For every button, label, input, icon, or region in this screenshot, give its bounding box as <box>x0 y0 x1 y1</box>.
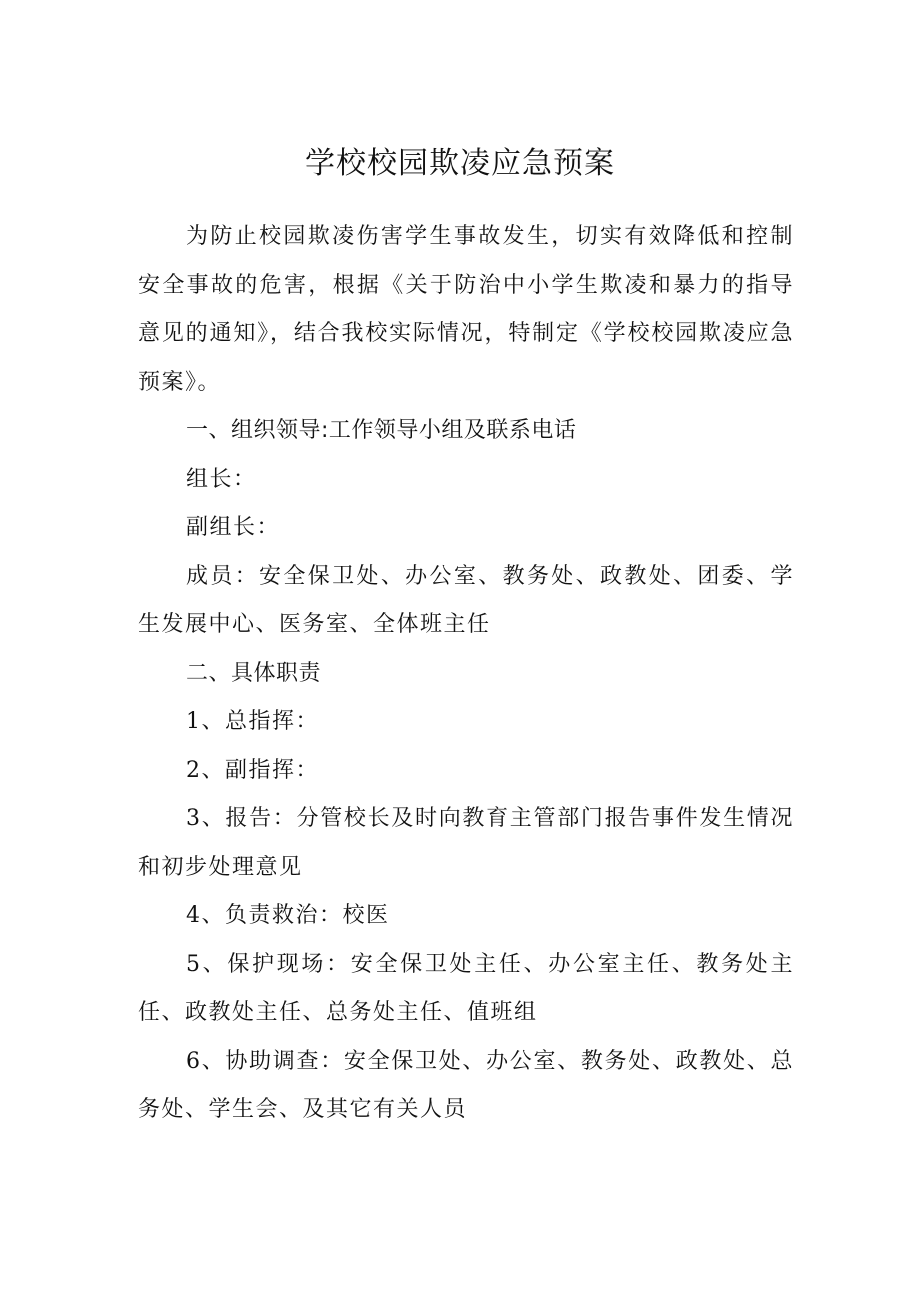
section-2-heading: 二、具体职责 <box>186 660 322 686</box>
members-paragraph: 成员：安全保卫处、办公室、教务处、政教处、团委、学生发展中心、医务室、全体班主任 <box>138 563 794 637</box>
duty-item-1: 1、总指挥： <box>186 709 319 734</box>
intro-paragraph: 为防止校园欺凌伤害学生事故发生，切实有效降低和控制安全事故的危害，根据《关于防治中小学生欺凌和暴力的指导意见的通知》，结合我校实际情况，特制定《学校校园欺凌应急预案》。 <box>138 224 794 395</box>
document-title: 学校校园欺凌应急预案 <box>305 146 615 181</box>
deputy-leader-line: 副组长： <box>186 515 281 540</box>
duty-item-2: 2、副指挥： <box>186 757 319 783</box>
document-body <box>138 213 794 1135</box>
duty-item-4: 4、负责救治：校医 <box>186 903 390 928</box>
section-1-heading: 一、组织领导:工作领导小组及联系电话 <box>186 418 577 443</box>
duty-item-6: 6、协助调查：安全保卫处、办公室、教务处、政教处、总务处、学生会、及其它有关人员 <box>138 1048 794 1122</box>
duty-item-3: 3、报告：分管校长及时向教育主管部门报告事件发生情况和初步处理意见 <box>138 806 794 880</box>
duty-item-5: 5、保护现场：安全保卫处主任、办公室主任、教务处主任、政教处主任、总务处主任、值班组 <box>138 951 794 1025</box>
leader-line: 组长： <box>186 466 257 492</box>
